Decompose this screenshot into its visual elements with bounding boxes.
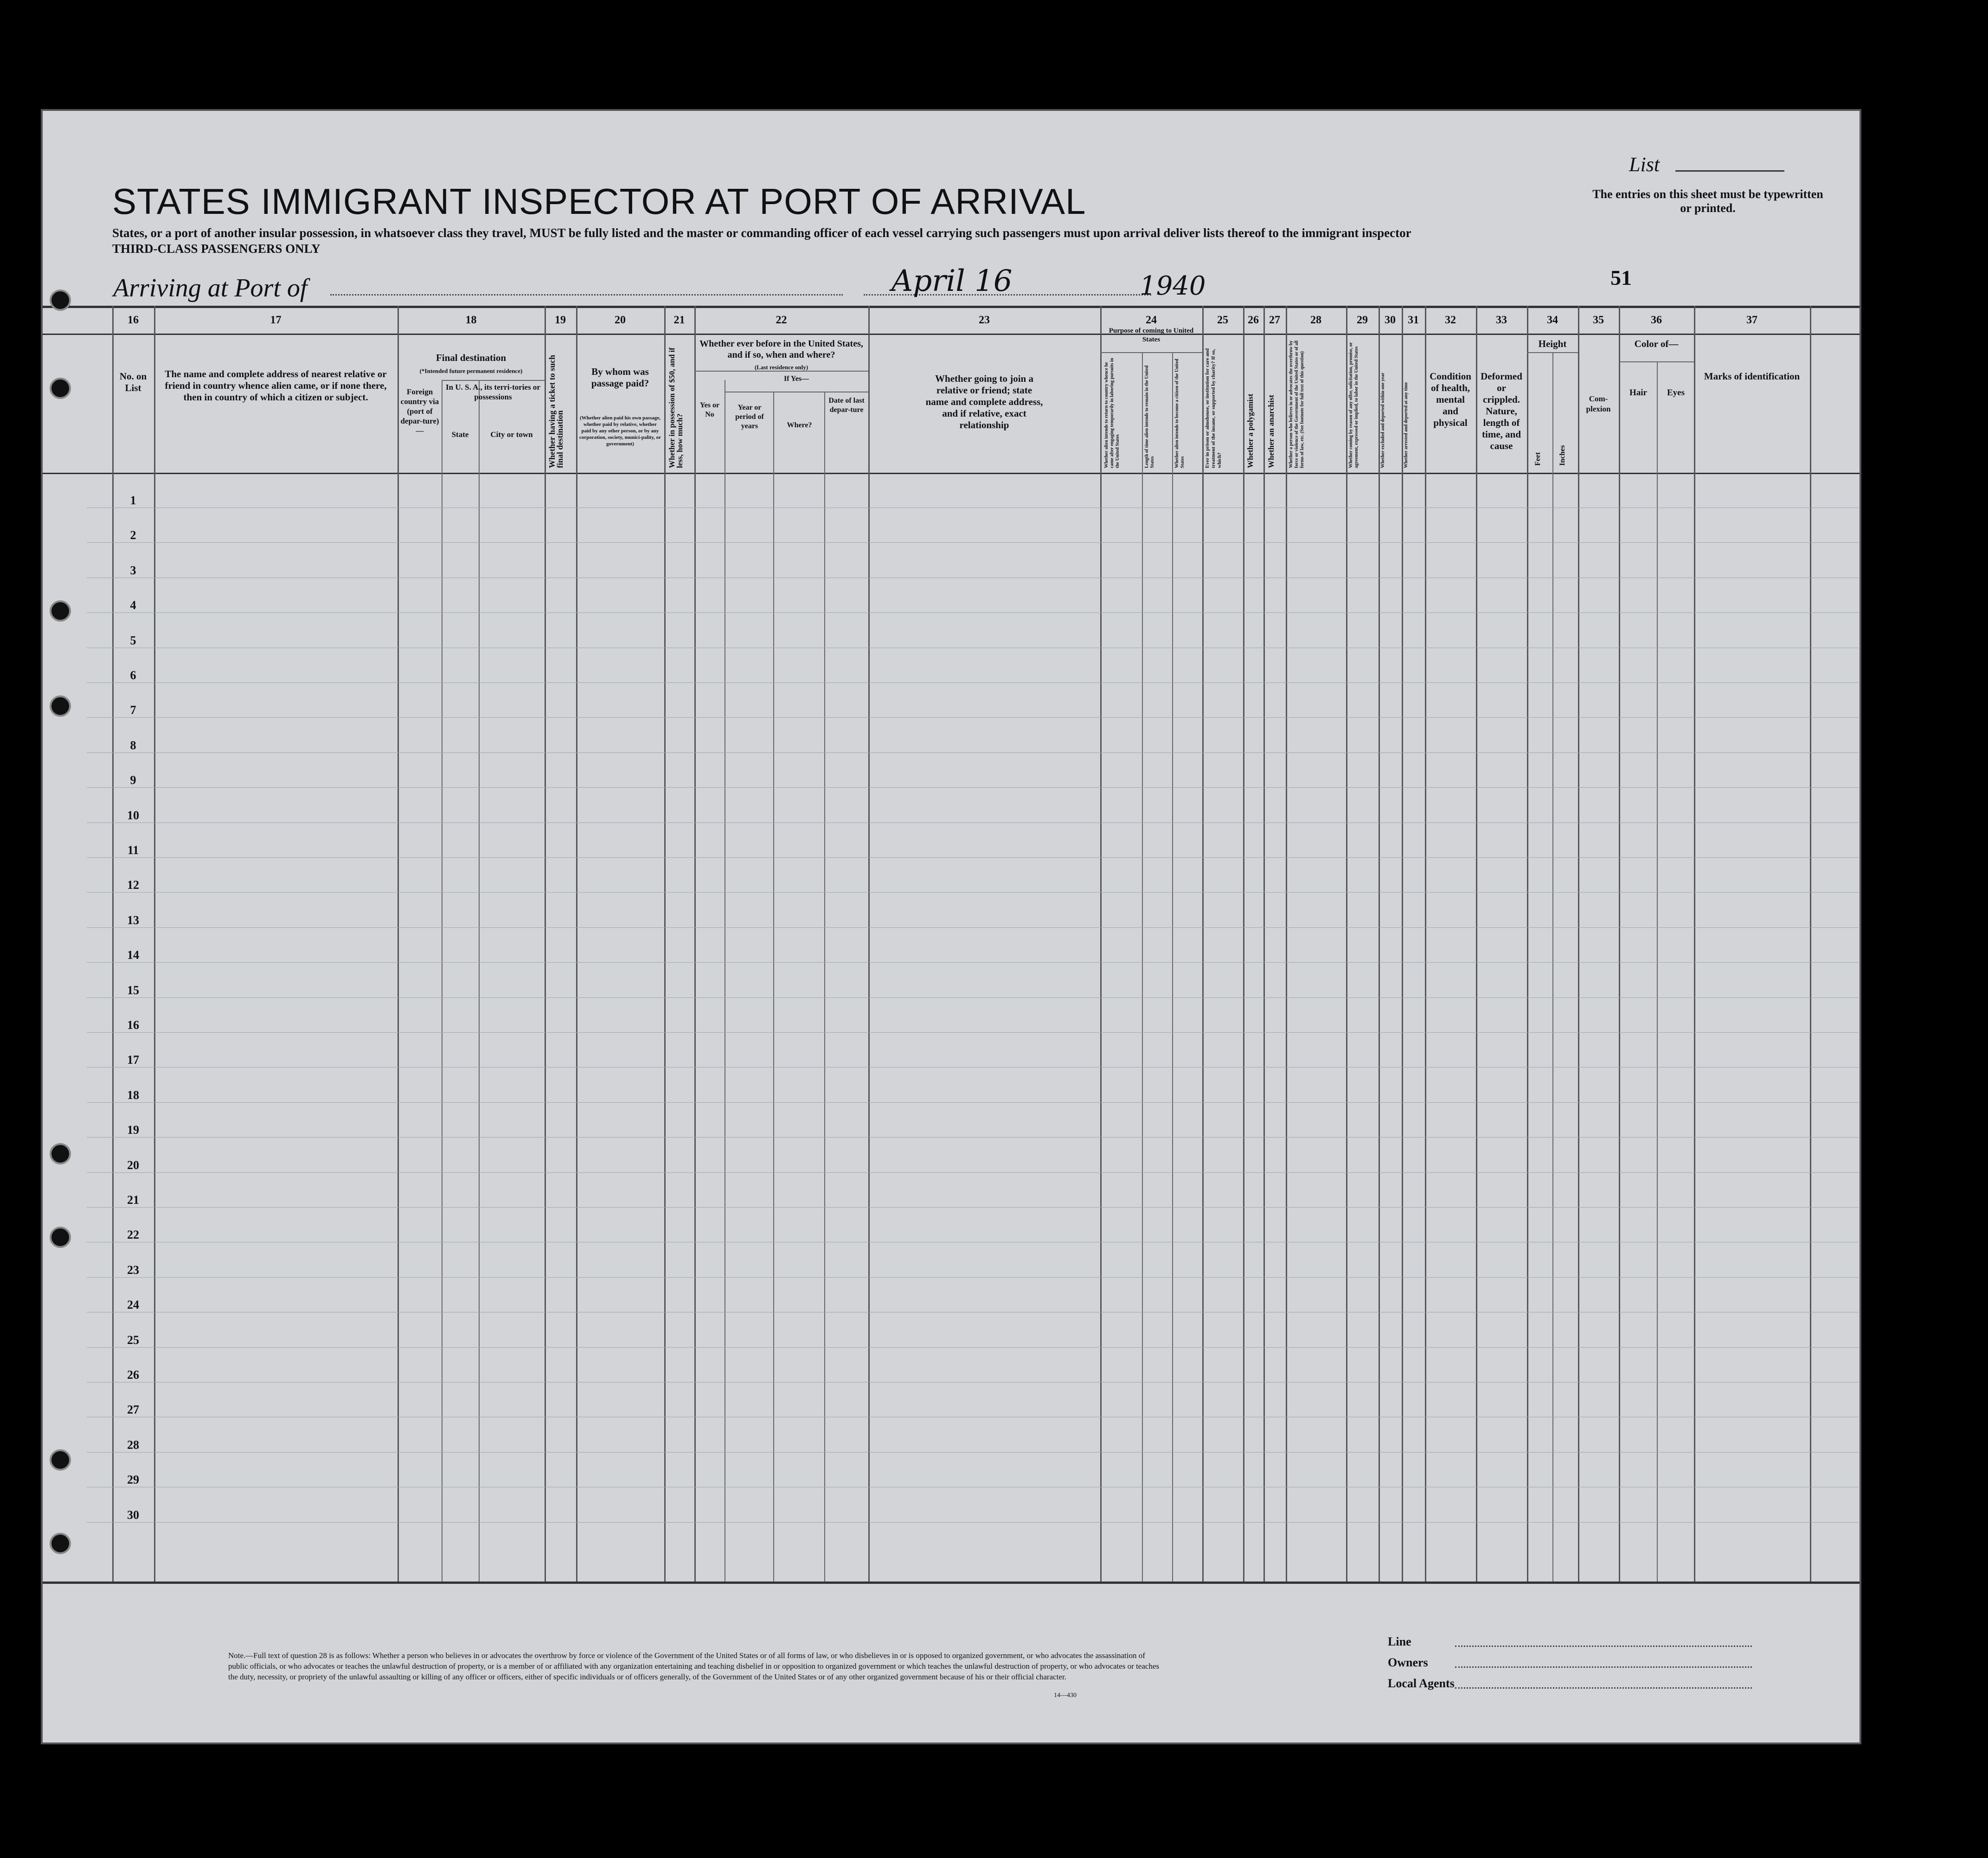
row-number: 15: [127, 983, 139, 997]
row-number: 19: [127, 1123, 139, 1137]
column-number: 31: [1408, 314, 1419, 326]
header-foreign-country: Foreign country via (port of depar-ture)—: [400, 387, 439, 435]
column-number: 17: [270, 314, 282, 326]
header-anarchist: Whether an anarchist: [1267, 394, 1276, 468]
row-number: 8: [130, 738, 136, 752]
header-ever-in-us: Whether ever before in the United States, and if so, when and where?: [699, 339, 863, 360]
row-number: 20: [127, 1158, 139, 1172]
header-purpose-citizen: Whether alien intends to become a citizen of the United States: [1174, 359, 1185, 468]
header-final-destination: Final destination: [436, 352, 507, 363]
col-subdivider: [824, 392, 825, 1582]
list-number-field[interactable]: [1675, 170, 1784, 172]
column-number: 20: [615, 314, 626, 326]
col-divider: [112, 306, 114, 1582]
row-number: 24: [127, 1298, 139, 1312]
row-number: 22: [127, 1228, 139, 1242]
col-divider: [576, 306, 577, 1582]
punch-hole: [50, 695, 71, 717]
column-number: 37: [1746, 314, 1757, 326]
col-divider: [1619, 306, 1620, 1582]
header-year-period: Year or period of years: [735, 404, 764, 430]
col-divider: [694, 306, 696, 1582]
col-divider: [868, 306, 870, 1582]
row-number: 1: [130, 494, 136, 507]
form-number: 14—430: [1054, 1692, 1077, 1699]
header-labor-offer: Whether coming by reason of any offer, solicitation, promise, or agreement, expressed or implied, to labor in the United States: [1348, 342, 1359, 468]
table-bottom-rule: [43, 1582, 1860, 1584]
header-eyes: Eyes: [1667, 388, 1685, 398]
row-number: 14: [127, 948, 139, 962]
owners-field[interactable]: [1455, 1666, 1752, 1668]
table-row[interactable]: [87, 612, 1859, 613]
row-number: 6: [130, 669, 136, 682]
header-join-relative: Whether going to join a relative or friend; state name and complete address, and if relative, exact relationship: [925, 373, 1043, 431]
header-usa: In U. S. A., its terri-tories or possessions: [446, 383, 540, 401]
col-divider: [1263, 306, 1265, 1582]
row-number: 5: [130, 633, 136, 647]
line-field[interactable]: [1455, 1646, 1752, 1647]
header-yes-no: Yes or No: [699, 401, 720, 418]
row-number: 13: [127, 913, 139, 927]
column-number: 19: [555, 314, 566, 326]
col-divider: [1346, 306, 1347, 1582]
column-number: 33: [1496, 314, 1507, 326]
header-state: State: [451, 430, 469, 439]
header-destination-note: (*Intended future permanent residence): [419, 367, 523, 374]
table-row[interactable]: [87, 717, 1859, 718]
row-number: 26: [127, 1368, 139, 1382]
column-number: 36: [1651, 314, 1662, 326]
page-number: 51: [1610, 266, 1632, 289]
punch-hole: [50, 1227, 71, 1248]
header-purpose-length: Length of time alien intends to remain in the United States: [1144, 365, 1155, 468]
column-number: 34: [1547, 314, 1558, 326]
header-color-of: Color of—: [1634, 338, 1679, 349]
col-divider: [1243, 306, 1244, 1582]
header-marks: Marks of identification: [1704, 371, 1800, 382]
manifest-table: [43, 306, 1860, 1586]
header-bottom-rule: [43, 473, 1860, 474]
header-subrule: [442, 380, 545, 381]
col-divider: [1810, 306, 1811, 1582]
col-divider: [545, 306, 546, 1582]
header-overthrow: Whether a person who believes in or advocates the overthrow by force or violence of the Government of the United States or of all forms of law, etc. (See footnote for full text of this question): [1289, 341, 1305, 468]
row-number: 7: [130, 703, 136, 717]
line-label: Line: [1388, 1635, 1411, 1648]
entries-note: The entries on this sheet must be typewritten or printed.: [1592, 187, 1823, 215]
handwritten-date: April 16: [891, 264, 1013, 298]
header-departure-date: Date of last depar-ture: [828, 397, 865, 414]
punch-hole: [50, 1143, 71, 1164]
table-row[interactable]: [87, 1032, 1859, 1033]
header-height: Height: [1538, 338, 1567, 349]
header-last-residence: (Last residence only): [754, 364, 808, 371]
header-polygamist: Whether a polygamist: [1246, 393, 1255, 468]
row-number: 12: [127, 878, 139, 892]
colnum-rule: [43, 334, 1860, 335]
table-row[interactable]: [87, 1452, 1859, 1453]
column-number: 28: [1310, 314, 1321, 326]
header-purpose-return: Whether alien intends to return to country whence he came after engaging temporarily in laboring pursuits in the United States: [1104, 358, 1120, 468]
header-passage-note: (Whether alien paid his own passage, whether paid by relative, whether paid by any other person, or by any corporation, society, munici-pality, or government): [579, 415, 661, 447]
table-row[interactable]: [87, 1277, 1859, 1278]
column-number: 27: [1269, 314, 1280, 326]
page-title: STATES IMMIGRANT INSPECTOR AT PORT OF ARRIVAL: [112, 181, 1086, 222]
column-number: 23: [979, 314, 990, 326]
col-divider: [1425, 306, 1426, 1582]
column-number: 24: [1146, 314, 1157, 326]
column-number: 26: [1248, 314, 1259, 326]
table-row[interactable]: [87, 542, 1859, 543]
header-inches: Inches: [1558, 445, 1566, 466]
col-divider: [1476, 306, 1477, 1582]
punch-hole: [50, 1449, 71, 1471]
column-number: 35: [1593, 314, 1604, 326]
row-number: 28: [127, 1438, 139, 1452]
arriving-label: Arriving at Port of: [113, 274, 308, 302]
header-city: City or town: [490, 430, 533, 439]
header-complexion: Com-plexion: [1586, 394, 1611, 413]
table-row[interactable]: [87, 1172, 1859, 1173]
column-number: 21: [673, 314, 685, 326]
row-number: 18: [127, 1088, 139, 1102]
class-line: THIRD-CLASS PASSENGERS ONLY: [112, 242, 321, 256]
row-number: 30: [127, 1508, 139, 1522]
table-row[interactable]: [87, 1347, 1859, 1348]
column-number: 32: [1445, 314, 1456, 326]
col-divider: [398, 306, 399, 1582]
column-number: 25: [1217, 314, 1228, 326]
row-number: 27: [127, 1403, 139, 1417]
header-prison: Ever in prison or almshouse, or institution for care and treatment of the insane, or supported by charity? If so, which?: [1205, 348, 1222, 468]
row-number: 29: [127, 1473, 139, 1487]
header-deformed: Deformed or crippled. Nature, length of time, and cause: [1481, 371, 1522, 451]
table-row[interactable]: [87, 892, 1859, 893]
column-number: 30: [1385, 314, 1396, 326]
footnote-question-28: Note.—Full text of question 28 is as follows: Whether a person who believes in or advocates the overthrow by force or violence of the Government of the United States or of all forms of law, or who disbelieves in or is opposed to organized government, or who advocates the assassination of public officials, or who advocates or teaches the unlawful destruction of property, or is a member of or affiliated with any organization entertaining and teaching disbelief in or opposition to organized government or which teaches the unlawful destruction of property, or who advocates or teaches the duty, necessity, or propriety of the unlawful assaulting or killing of any officer or officers, either of specific individuals or of officers generally, of the Government of the United States or of any other organized government because of his or their official character.: [228, 1651, 1160, 1681]
col-subdivider: [479, 380, 480, 1582]
col-divider: [1100, 306, 1102, 1582]
column-number: 29: [1357, 314, 1368, 326]
header-fifty-dollars: Whether in possession of $50, and if less, how much?: [667, 347, 684, 468]
row-number: 16: [127, 1018, 139, 1032]
row-number: 3: [130, 563, 136, 577]
list-label: List: [1629, 153, 1660, 176]
row-number: 23: [127, 1263, 139, 1277]
table-row[interactable]: [87, 1102, 1859, 1103]
table-row[interactable]: [87, 997, 1859, 998]
row-number: 17: [127, 1053, 139, 1067]
col-divider: [1578, 306, 1579, 1582]
row-number: 9: [130, 773, 136, 787]
table-row[interactable]: [87, 857, 1859, 858]
manifest-sheet: [41, 109, 1861, 1744]
table-row[interactable]: [87, 787, 1859, 788]
column-number: 18: [465, 314, 477, 326]
row-number: 11: [127, 843, 139, 857]
handwritten-year: 1940: [1140, 271, 1206, 301]
header-purpose: Purpose of coming to United States: [1109, 327, 1194, 343]
agents-label: Local Agents: [1388, 1677, 1455, 1690]
column-number: 22: [776, 314, 787, 326]
header-health: Condition of health, mental and physical: [1430, 371, 1471, 428]
col-subdivider: [773, 392, 774, 1582]
punch-hole: [50, 289, 71, 311]
header-ticket: Whether having a ticket to such final destination: [547, 354, 564, 468]
table-row[interactable]: [87, 927, 1859, 928]
col-divider: [1694, 306, 1695, 1582]
header-list-number: No. on List: [119, 371, 147, 393]
header-subrule: [1100, 352, 1202, 353]
punch-hole: [50, 378, 71, 399]
col-divider: [1286, 306, 1287, 1582]
header-nearest-relative: The name and complete address of nearest relative or friend in country whence alien came, or if none there, then in country of which a citizen or subject.: [165, 368, 387, 403]
header-hair: Hair: [1629, 388, 1647, 398]
column-number: 16: [128, 314, 139, 326]
col-subdivider: [1552, 352, 1553, 1582]
header-feet: Feet: [1534, 452, 1542, 466]
col-subdivider: [1657, 361, 1658, 1582]
owners-label: Owners: [1388, 1656, 1428, 1669]
col-divider: [1379, 306, 1380, 1582]
punch-hole: [50, 600, 71, 622]
port-field[interactable]: [330, 294, 843, 296]
row-number: 4: [130, 598, 136, 612]
col-divider: [1202, 306, 1204, 1582]
header-subrule: [1619, 361, 1694, 362]
header-excluded: Whether excluded and deported within one year: [1380, 373, 1385, 468]
agents-field[interactable]: [1455, 1687, 1752, 1689]
table-row[interactable]: [87, 1137, 1859, 1138]
row-number: 21: [127, 1193, 139, 1207]
col-divider: [664, 306, 666, 1582]
col-subdivider: [1172, 352, 1173, 1582]
col-divider: [154, 306, 155, 1582]
instruction-text: States, or a port of another insular possession, in whatsoever class they travel, MUST be fully listed and the master or commanding officer of each vessel carrying such passengers must upon arrival deliver lists thereof to the immigrant inspector: [112, 226, 1411, 240]
row-number: 2: [130, 528, 136, 542]
header-passage-paid: By whom was passage paid?: [591, 366, 649, 389]
header-where: Where?: [787, 421, 812, 429]
col-divider: [1402, 306, 1403, 1582]
row-number: 25: [127, 1333, 139, 1347]
header-arrested: Whether arrested and deported at any time: [1404, 382, 1409, 468]
table-row[interactable]: [87, 682, 1859, 683]
col-subdivider: [1142, 352, 1143, 1582]
row-number: 10: [127, 808, 139, 822]
table-row[interactable]: [87, 752, 1859, 753]
punch-hole: [50, 1533, 71, 1554]
col-divider: [1527, 306, 1528, 1582]
table-row[interactable]: [87, 1207, 1859, 1208]
header-if-yes: If Yes—: [783, 375, 809, 383]
table-row[interactable]: [87, 962, 1859, 963]
table-top-rule: [43, 306, 1860, 308]
table-row[interactable]: [87, 1522, 1859, 1523]
